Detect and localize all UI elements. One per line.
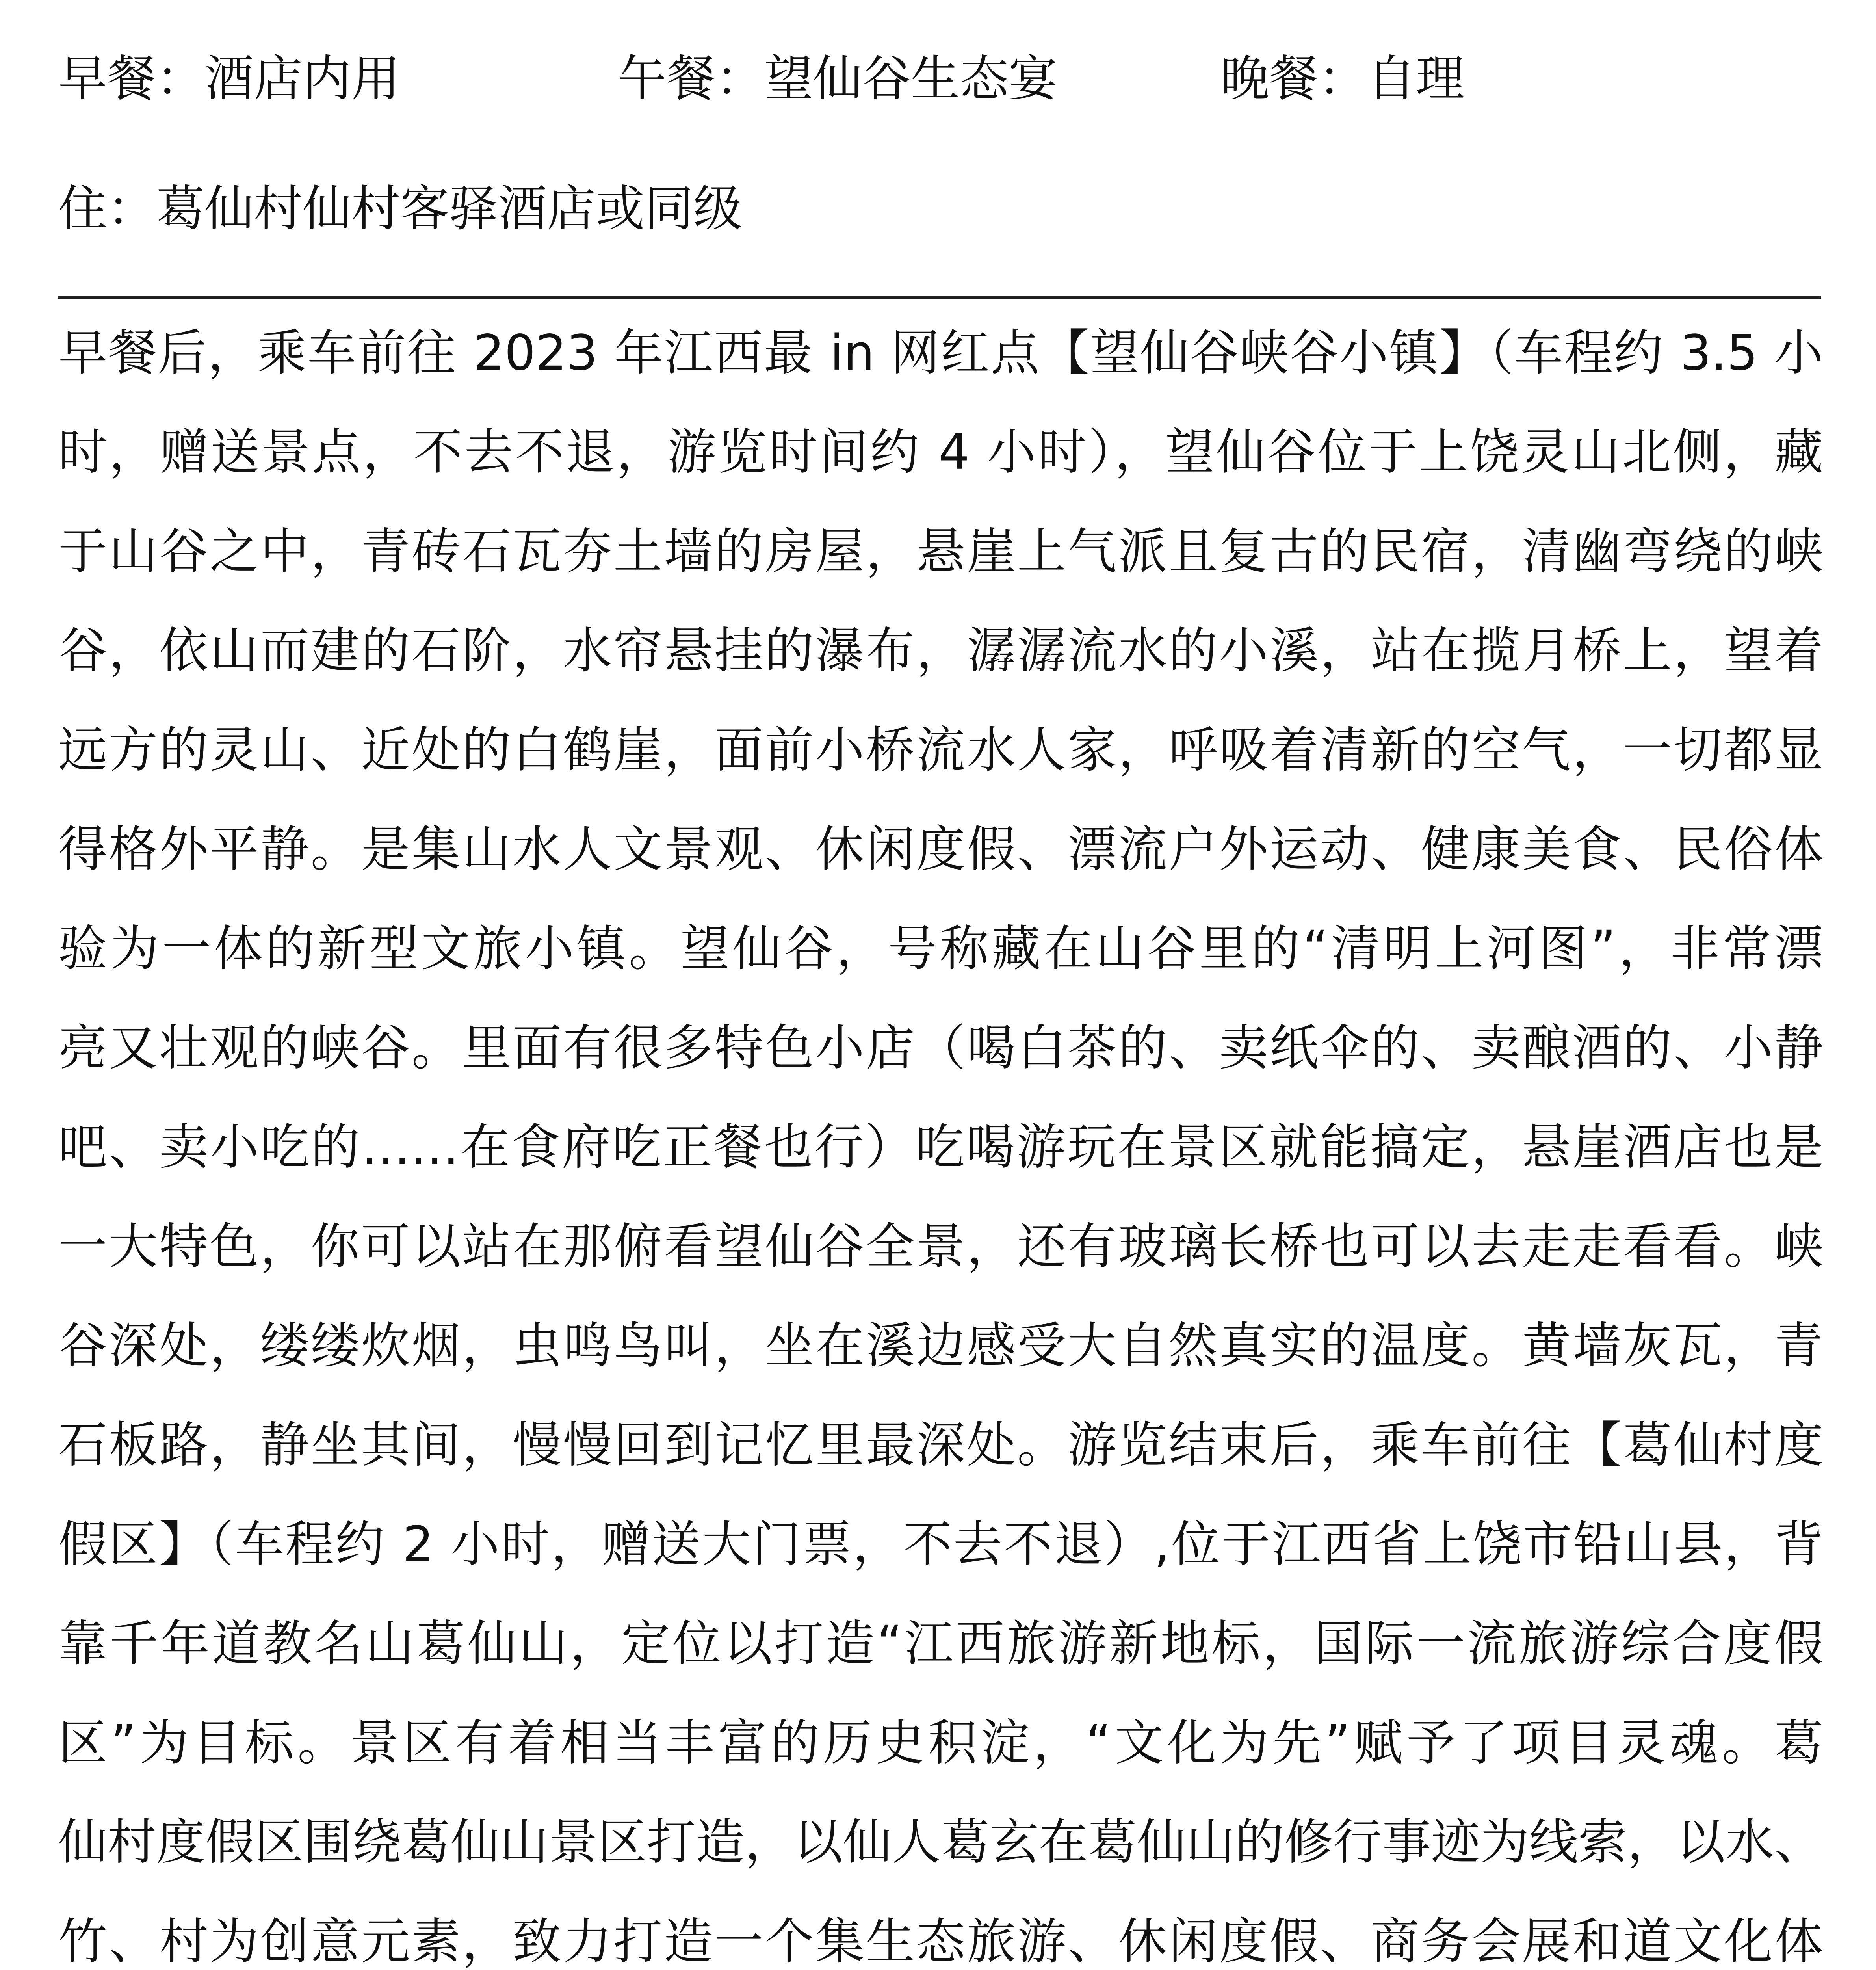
line-0: 早餐后，乘车前往 2023 年江西最 in 网红点【望仙谷峡谷小镇】（车程约 3.5 小	[58, 325, 1823, 381]
line-4: 远方的灵山、近处的白鹤崖，面前小桥流水人家，呼吸着清新的空气，一切都显	[58, 722, 1823, 779]
line-5: 得格外平静。是集山水人文景观、休闲度假、漂流户外运动、健康美食、民俗体	[58, 821, 1823, 878]
line-16: 竹、村为创意元素，致力打造一个集生态旅游、休闲度假、商务会展和道文化体	[58, 1913, 1823, 1970]
lunch-label: 午餐：望仙谷生态宴	[618, 50, 1058, 107]
line-10: 谷深处，缕缕炊烟，虫鸣鸟叫，坐在溪边感受大自然真实的温度。黄墙灰瓦，青	[58, 1318, 1823, 1374]
line-6: 验为一体的新型文旅小镇。望仙谷，号称藏在山谷里的“清明上河图”，非常漂	[58, 920, 1823, 977]
dinner-label: 晚餐：自理	[1220, 50, 1465, 107]
line-9: 一大特色，你可以站在那俯看望仙谷全景，还有玻璃长桥也可以去走走看看。峡	[58, 1218, 1823, 1275]
line-7: 亮又壮观的峡谷。里面有很多特色小店（喝白茶的、卖纸伞的、卖酿酒的、小静	[58, 1020, 1823, 1076]
line-1: 时，赠送景点，不去不退，游览时间约 4 小时），望仙谷位于上饶灵山北侧，藏	[58, 424, 1823, 481]
itinerary-description	[58, 303, 1823, 1970]
meals-row	[58, 32, 1831, 126]
breakfast-label: 早餐：酒店内用	[58, 50, 401, 107]
line-12: 假区】（车程约 2 小时，赠送大门票，不去不退）,位于江西省上饶市铅山县，背	[58, 1516, 1823, 1573]
line-14: 区”为目标。景区有着相当丰富的历史积淀，“文化为先”赋予了项目灵魂。葛	[58, 1715, 1823, 1771]
line-3: 谷，依山而建的石阶，水帘悬挂的瀑布，潺潺流水的小溪，站在揽月桥上，望着	[58, 623, 1823, 679]
line-13: 靠千年道教名山葛仙山，定位以打造“江西旅游新地标，国际一流旅游综合度假	[58, 1615, 1823, 1672]
line-8: 吧、卖小吃的……在食府吃正餐也行）吃喝游玩在景区就能搞定，悬崖酒店也是	[58, 1119, 1823, 1176]
divider	[58, 296, 1821, 299]
line-15: 仙村度假区围绕葛仙山景区打造，以仙人葛玄在葛仙山的修行事迹为线索，以水、	[58, 1814, 1823, 1871]
line-11: 石板路，静坐其间，慢慢回到记忆里最深处。游览结束后，乘车前往【葛仙村度	[58, 1417, 1823, 1474]
line-2: 于山谷之中，青砖石瓦夯土墙的房屋，悬崖上气派且复古的民宿，清幽弯绕的峡	[58, 523, 1823, 580]
lodging-label: 住：葛仙村仙村客驿酒店或同级	[58, 180, 743, 237]
